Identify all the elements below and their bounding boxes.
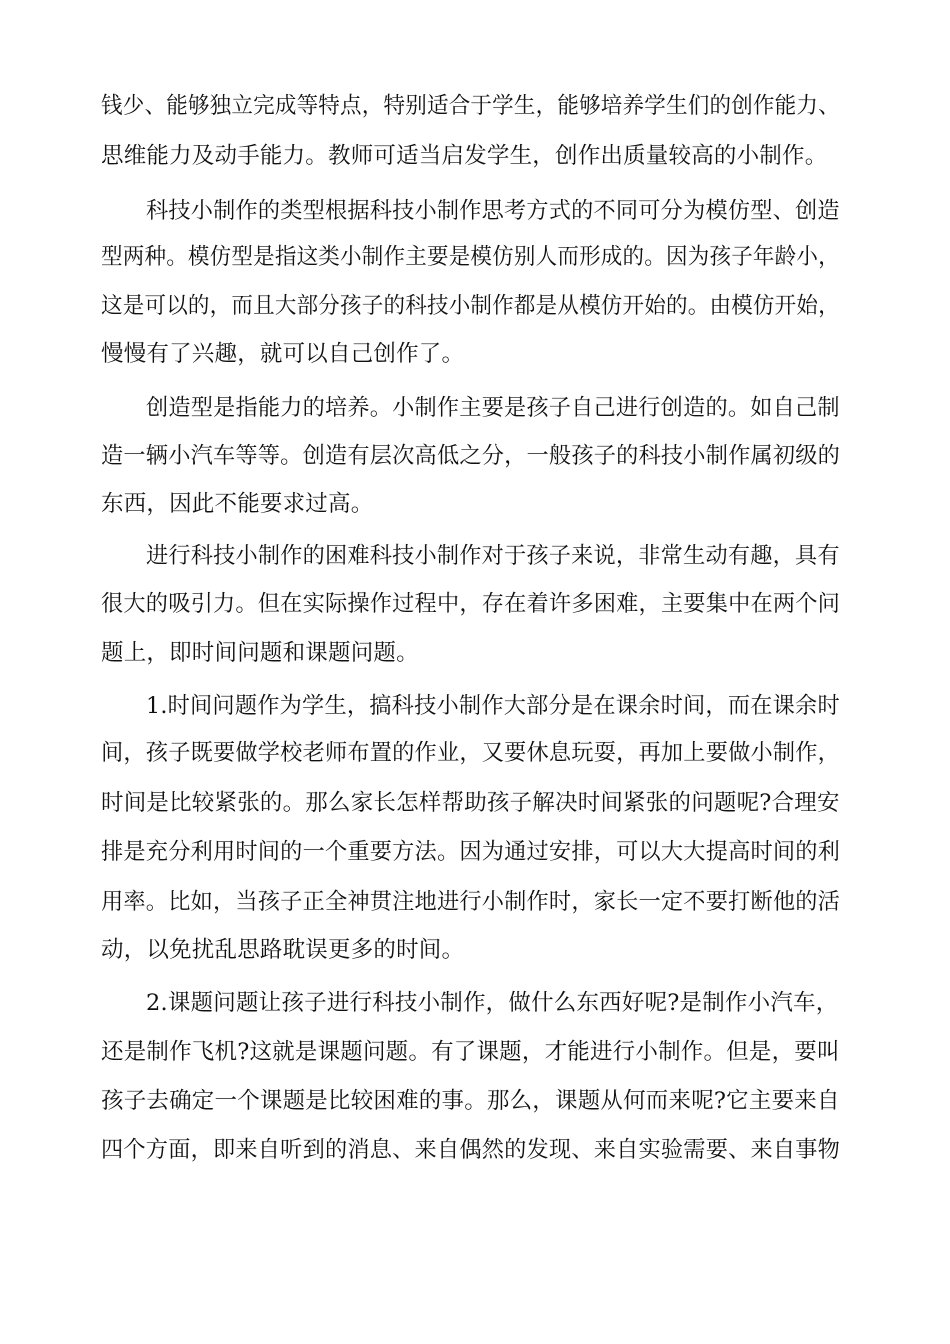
text-line: 四个方面，即来自听到的消息、来自偶然的发现、来自实验需要、来自事物 xyxy=(101,1137,841,1163)
text-line: 慢慢有了兴趣，就可以自己创作了。 xyxy=(101,341,465,367)
text-line: 孩子去确定一个课题是比较困难的事。那么，课题从何而来呢?它主要来自 xyxy=(101,1088,840,1114)
text-line: 钱少、能够独立完成等特点，特别适合于学生，能够培养学生们的创作能力、 xyxy=(101,93,840,119)
text-line: 题上，即时间问题和课题问题。 xyxy=(101,640,419,666)
text-line: 间，孩子既要做学校老师布置的作业，又要休息玩耍，再加上要做小制作， xyxy=(101,740,841,766)
paragraph-first-line: 创造型是指能力的培养。小制作主要是孩子自己进行创造的。如自己制 xyxy=(146,395,840,421)
paragraph-first-line: 科技小制作的类型根据科技小制作思考方式的不同可分为模仿型、创造 xyxy=(146,198,840,224)
text-line: 排是充分利用时间的一个重要方法。因为通过安排，可以大大提高时间的利 xyxy=(101,839,841,865)
paragraph-first-line: 1.时间问题作为学生，搞科技小制作大部分是在课余时间，而在课余时 xyxy=(146,693,840,719)
text-line: 造一辆小汽车等等。创造有层次高低之分，一般孩子的科技小制作属初级的 xyxy=(101,443,841,469)
text-line: 用率。比如，当孩子正全神贯注地进行小制作时，家长一定不要打断他的活 xyxy=(101,889,841,915)
text-line: 思维能力及动手能力。教师可适当启发学生，创作出质量较高的小制作。 xyxy=(101,143,828,169)
text-line: 还是制作飞机?这就是课题问题。有了课题，才能进行小制作。但是，要叫 xyxy=(101,1039,840,1065)
text-line: 很大的吸引力。但在实际操作过程中，存在着许多困难，主要集中在两个问 xyxy=(101,591,841,617)
paragraph-first-line: 进行科技小制作的困难科技小制作对于孩子来说，非常生动有趣，具有 xyxy=(146,543,840,569)
text-line: 型两种。模仿型是指这类小制作主要是模仿别人而形成的。因为孩子年龄小， xyxy=(101,244,840,270)
text-line: 时间是比较紧张的。那么家长怎样帮助孩子解决时间紧张的问题呢?合理安 xyxy=(101,790,840,816)
text-line: 这是可以的，而且大部分孩子的科技小制作都是从模仿开始的。由模仿开始， xyxy=(101,293,840,319)
text-line: 东西，因此不能要求过高。 xyxy=(101,491,374,517)
text-line: 动，以免扰乱思路耽误更多的时间。 xyxy=(101,937,465,963)
paragraph-first-line: 2.课题问题让孩子进行科技小制作，做什么东西好呢?是制作小汽车， xyxy=(146,990,839,1016)
